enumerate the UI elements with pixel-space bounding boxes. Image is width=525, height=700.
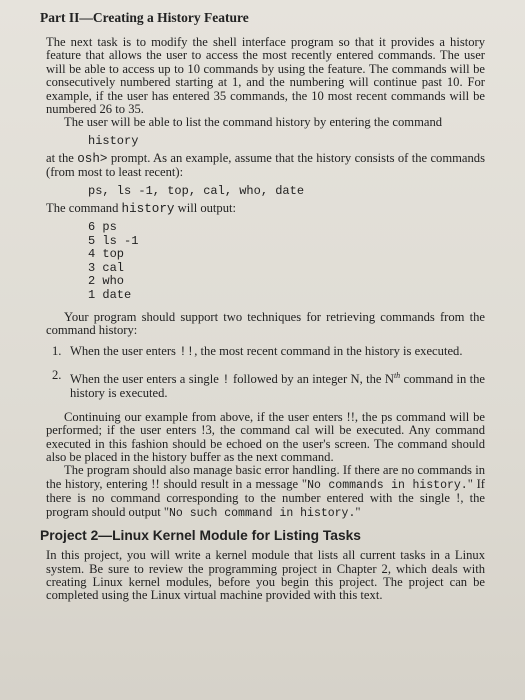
project-paragraph: In this project, you will write a kernel module that lists all current tasks in a Linux system. Be sure to review the programming project in Chapter 2, which deals with creating Linux kernel modules, before you begin this project. The project can be completed using the Linux virtual machine provided with this text. bbox=[46, 548, 485, 603]
error-handling-paragraph: The program should also manage basic error handling. If there are no commands in the history, entering !! should result in a message "No commands in history." If there is no command corresponding to the number entered with the single !, the program should output "No such command in history." bbox=[46, 463, 485, 520]
history-line: 6 ps bbox=[88, 220, 117, 235]
techniques-list bbox=[46, 345, 485, 400]
history-output-listing bbox=[88, 221, 485, 303]
list-item: 2. When the user enters a single ! followed by an integer N, the $N^{th}$ command in the history is executed. bbox=[52, 367, 485, 401]
list-item: 1. When the user enters !!, the most recent command in the history is executed. bbox=[52, 344, 463, 360]
prompt-paragraph: at the osh> prompt. As an example, assume that the history consists of the commands (from most to least recent): bbox=[46, 150, 486, 180]
history-intro-paragraph: The user will be able to list the command history by entering the command bbox=[64, 115, 443, 130]
continuing-paragraph: Continuing our example from above, if the user enters !!, the ps command will be performed; if the user enters !3, the command cal will be executed. Any command executed in this fashion should be echoed on the user's screen. The command should also be placed in the history buffer as the next command. bbox=[46, 409, 485, 465]
history-command-code: history bbox=[88, 133, 139, 148]
section-heading: Part II—Creating a History Feature bbox=[40, 10, 249, 25]
history-line: 1 date bbox=[88, 288, 132, 303]
history-line: 5 ls -1 bbox=[88, 233, 139, 248]
history-line: 4 top bbox=[88, 247, 125, 262]
output-intro-paragraph: The command history will output: bbox=[46, 200, 237, 216]
example-commands-code: ps, ls -1, top, cal, who, date bbox=[88, 183, 305, 198]
history-line: 2 who bbox=[88, 274, 125, 289]
history-line: 3 cal bbox=[88, 260, 125, 275]
intro-paragraph: The next task is to modify the shell interface program so that it provides a history feature that allows the user to access the most recently entered commands. The user will be able to access up to 10 commands by using the feature. The commands will be consecutively numbered starting at 1, and the numbering will continue past 10. For example, if the user has entered 35 commands, the 10 most recent commands will be numbered 26 to 35. bbox=[46, 35, 485, 117]
project-heading: Project 2—Linux Kernel Module for Listing Tasks bbox=[40, 528, 361, 544]
techniques-paragraph: Your program should support two techniques for retrieving commands from the command history: bbox=[46, 309, 485, 338]
